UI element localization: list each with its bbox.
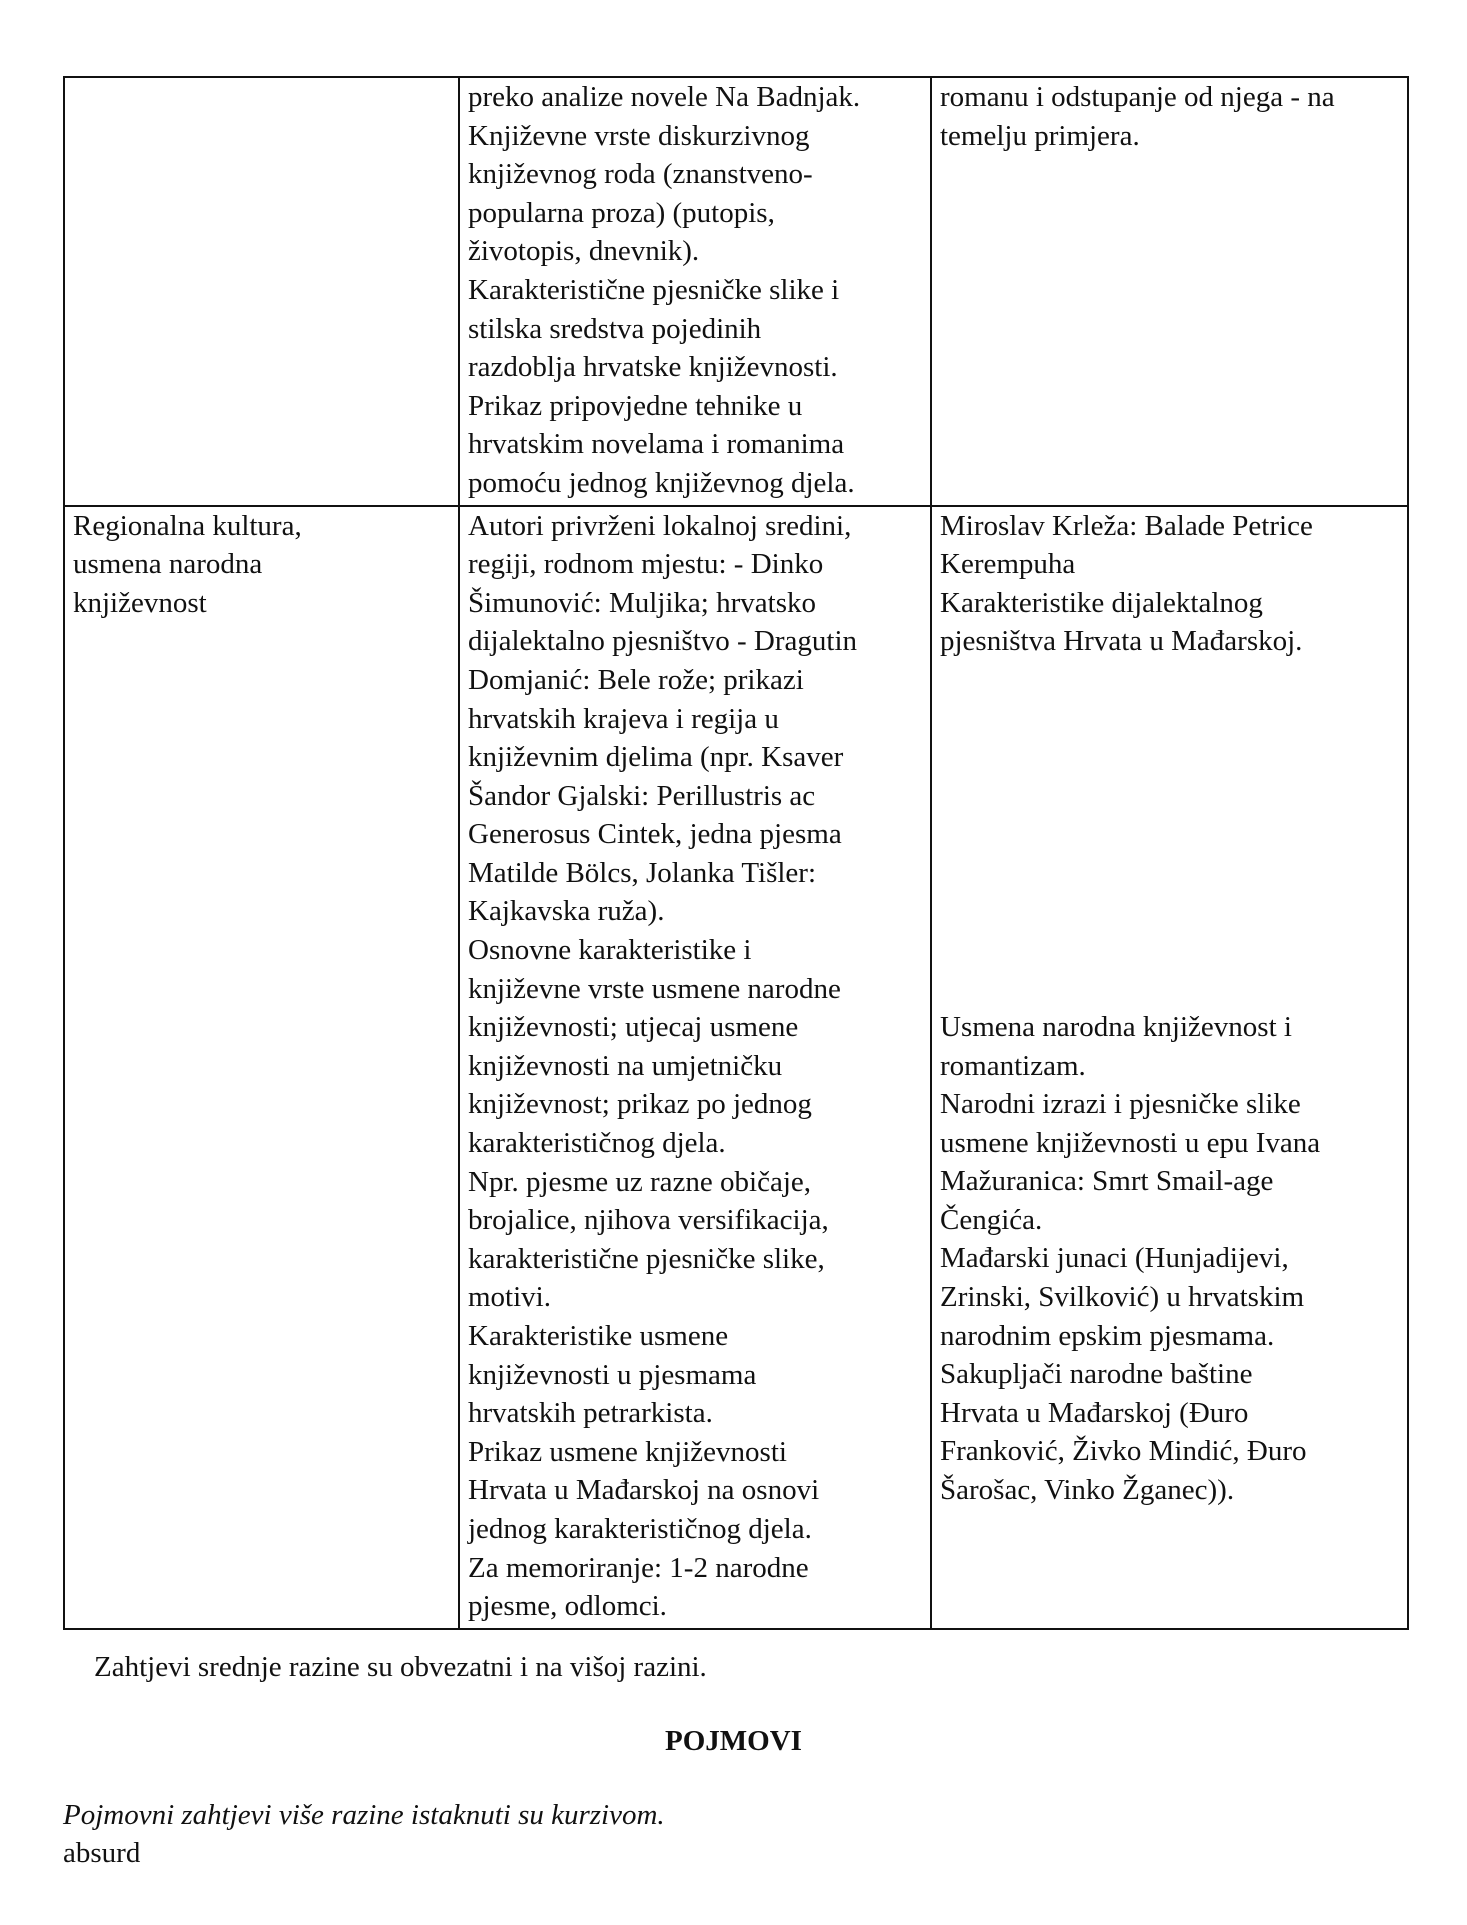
table-row [64,77,1408,506]
cell-text-line: književnost; prikaz po jednog [468,1088,812,1121]
cell-text-line: Regionalna kultura, [73,509,302,542]
cell-text-line: karakteristične pjesničke slike, [468,1242,825,1275]
cell-text-line: Šimunović: Muljika; hrvatsko [468,586,816,619]
cell-text-line: Karakteristike dijalektalnog [940,586,1263,619]
cell-text-line: Usmena narodna književnost i [940,1010,1292,1043]
cell-text-line: Kajkavska ruža). [468,895,665,928]
cell-text-line: pjesme, odlomci. [468,1590,667,1623]
cell-text-line: Mažuranica: Smrt Smail-age [940,1165,1274,1198]
cell-text-line: narodnim epskim pjesmama. [940,1319,1275,1352]
cell-text-line: pjesništva Hrvata u Mađarskoj. [940,625,1303,658]
cell-text-line: razdoblja hrvatske književnosti. [468,351,838,384]
cell-content [459,77,931,506]
cell-topic [64,506,459,1629]
cell-text-line: romantizam. [940,1049,1086,1082]
section-heading: POJMOVI [665,1725,802,1757]
cell-content [459,506,931,1629]
level-note: Zahtjevi srednje razine su obvezatni i na višoj razini. [94,1651,707,1683]
cell-spacer [940,661,1400,1008]
cell-text-line: Sakupljači narodne baštine [940,1358,1253,1391]
cell-text-line: Karakteristične pjesničke slike i [468,273,840,306]
cell-text-line: romanu i odstupanje od njega - na [940,81,1335,113]
cell-text-line: književnost [73,586,207,619]
cell-text-line: Hrvata u Mađarskoj (Đuro [940,1396,1249,1429]
cell-text-line: Prikaz pripovjedne tehnike u [468,389,803,422]
cell-text-line: životopis, dnevnik). [468,235,700,268]
cell-text-line: preko analize novele Na Badnjak. [468,81,861,113]
cell-text-line: brojalice, njihova versifikacija, [468,1204,829,1237]
cell-text-line: književnosti; utjecaj usmene [468,1011,799,1044]
cell-text-line: Književne vrste diskurzivnog [468,119,810,152]
cell-text-line: Za memoriranje: 1-2 narodne [468,1551,809,1584]
cell-text-line: usmene književnosti u epu Ivana [940,1126,1321,1159]
cell-text-line: književne vrste usmene narodne [468,972,841,1005]
cell-text-line: hrvatskih krajeva i regija u [468,702,779,735]
cell-text-line: Karakteristike usmene [468,1320,729,1352]
cell-topic [64,77,459,506]
cell-text-line: temelju primjera. [940,119,1140,152]
cell-text-line: karakterističnog djela. [468,1127,726,1160]
cell-text-line: dijalektalno pjesništvo - Dragutin [468,625,858,658]
cell-text-line: Hrvata u Mađarskoj na osnovi [468,1474,820,1507]
cell-text-line: Narodni izrazi i pjesničke slike [940,1088,1301,1121]
cell-text-line: hrvatskim novelama i romanima [468,428,845,461]
cell-text-line: književnog roda (znanstveno- [468,158,813,191]
cell-text-line: književnosti u pjesmama [468,1358,757,1391]
cell-text-line: Kerempuha [940,548,1076,581]
cell-text-line: hrvatskih petrarkista. [468,1397,713,1430]
term-item: absurd [63,1837,141,1869]
cell-text-line: Franković, Živko Mindić, Đuro [940,1435,1307,1468]
cell-text-line: motivi. [468,1281,551,1314]
cell-text-line: Šandor Gjalski: Perillustris ac [468,779,816,812]
cell-text-line: Matilde Bölcs, Jolanka Tišler: [468,856,816,889]
cell-text-line: Mađarski junaci (Hunjadijevi, [940,1242,1289,1275]
cell-text-line: usmena narodna [73,548,263,581]
cell-text-line: Miroslav Krleža: Balade Petrice [940,509,1313,542]
cell-text-line: popularna proza) (putopis, [468,196,775,229]
cell-text-line: Osnovne karakteristike i [468,934,752,967]
cell-text-line: Prikaz usmene književnosti [468,1435,787,1468]
cell-text-line: Čengića. [940,1203,1043,1236]
cell-text-line: stilska sredstva pojedinih [468,312,762,345]
cell-text-line: regiji, rodnom mjestu: - Dinko [468,548,824,581]
cell-text-line: književnosti na umjetničku [468,1049,783,1082]
cell-text-line: Autori privrženi lokalnoj sredini, [468,509,852,542]
curriculum-table-body [64,77,1408,1629]
cell-text-line: Domjanić: Bele rože; prikazi [468,663,804,696]
cell-text-line: Npr. pjesme uz razne običaje, [468,1165,812,1198]
cell-higher-level [931,506,1408,1629]
cell-text-line: Zrinski, Svilković) u hrvatskim [940,1281,1305,1314]
cell-text-line: jednog karakterističnog djela. [468,1512,812,1545]
cell-higher-level [931,77,1408,506]
section-intro: Pojmovni zahtjevi više razine istaknuti su kurzivom. [63,1799,665,1831]
curriculum-table [63,76,1409,1630]
cell-text-line: Generosus Cintek, jedna pjesma [468,818,842,851]
cell-text-line: Šarošac, Vinko Žganec)). [940,1474,1235,1507]
table-row [64,506,1408,1629]
cell-text-line: pomoću jednog književnog djela. [468,466,855,499]
cell-text-line: književnim djelima (npr. Ksaver [468,741,844,774]
